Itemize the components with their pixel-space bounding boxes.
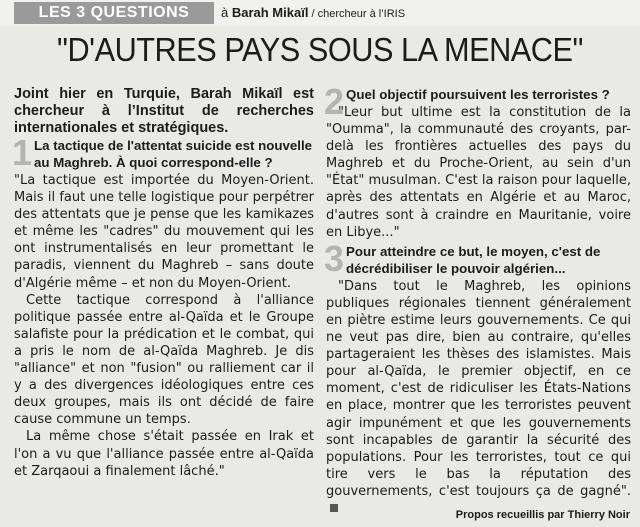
question-number: 3 [324,237,345,279]
byline [221,5,405,22]
question-text: La tactique de l'attentat suicide est nouvelle au Maghreb. À quoi correspond-elle ? [34,138,313,170]
byline-prefix: à [221,5,232,20]
end-mark-icon [330,504,338,512]
answer-paragraph: "Leur but ultime est la constitution de la "Oumma", la communauté des croyants, par-delà les frontières actuelles des pays du Maghreb et du Proche-Orient, au sein d'un "État" musulman. C'est la raison pour laquelle, après des attentats en Algérie et au Maroc, d'autres sont à craindre en Mauritanie, voire en Libye..." [326,105,631,240]
answer-paragraph: La même chose s'était passée en Irak et l'on a vu que l'alliance passée entre al-Qaïda et Zarqaoui a finalement lâché." [14,429,314,479]
rubric-label: LES 3 QUESTIONS [14,2,214,24]
answer-text: "Dans tout le Maghreb, les opinions publiques régionales tiennent généralement en piètre estime leurs gouvernements. Ce qui ne veut pas dire, bien au contraire, qu'elles partageraient les thèses des islamistes. Mais pour al-Qaïda, le premier objectif, en ce moment, c'est de ridiculiser les États-Nations en place, montrer que les terroristes peuvent agir impunément et que les gouvernements sont incapables de garantir la sécurité des populations. Pour les terroristes, tout ce qui tire vers le bas la réputation des gouvernements, c'est toujours ça de gagné". [326,278,631,499]
answer-paragraph: Cette tactique correspond à l'alliance politique passée entre al-Qaïda et le Groupe salafiste pour la prédication et le combat, qui a pris le nom de al-Qaïda Maghreb. Je dis "alliance" et non "fusion" ou ralliement car il y a des divergences idéologiques entre ces deux groupes, mais ils ont décidé de faire cause commune un temps. [14,292,314,428]
question-text: Pour atteindre ce but, le moyen, c'est de décrédibiliser le pouvoir algérien... [346,243,601,276]
answer-paragraph: "La tactique est importée du Moyen-Orient. Mais il faut une telle logistique pour perpétrer des attentats que je pense que les kamikazes et même les "cadres" du mouvement qui les ont instrumentalisés en leur promettant le paradis, viennent du Maghreb – sans doute d'Algérie même – et non du Moyen-Orient. [14,173,314,291]
credit-line: Propos recueillis par Thierry Noir [455,509,630,521]
question-2 [324,81,631,122]
question-number: 2 [324,81,345,122]
headline: "D'AUTRES PAYS SOUS LA MENACE" [57,31,583,68]
question-text: Quel objectif poursuivent les terroristes ? [346,87,610,102]
intro-text: Joint hier en Turquie, Barah Mikaïl est chercheur à l’Institut de recherches internationales et stratégiques. [14,86,314,136]
question-number: 1 [12,132,33,173]
question-1 [12,132,314,173]
byline-name: Barah Mikaïl [231,5,309,20]
column-left [14,86,314,480]
answer-paragraph [326,278,631,517]
column-right [324,81,631,517]
question-3 [324,237,631,279]
byline-role: / chercheur à l’IRIS [308,8,406,20]
